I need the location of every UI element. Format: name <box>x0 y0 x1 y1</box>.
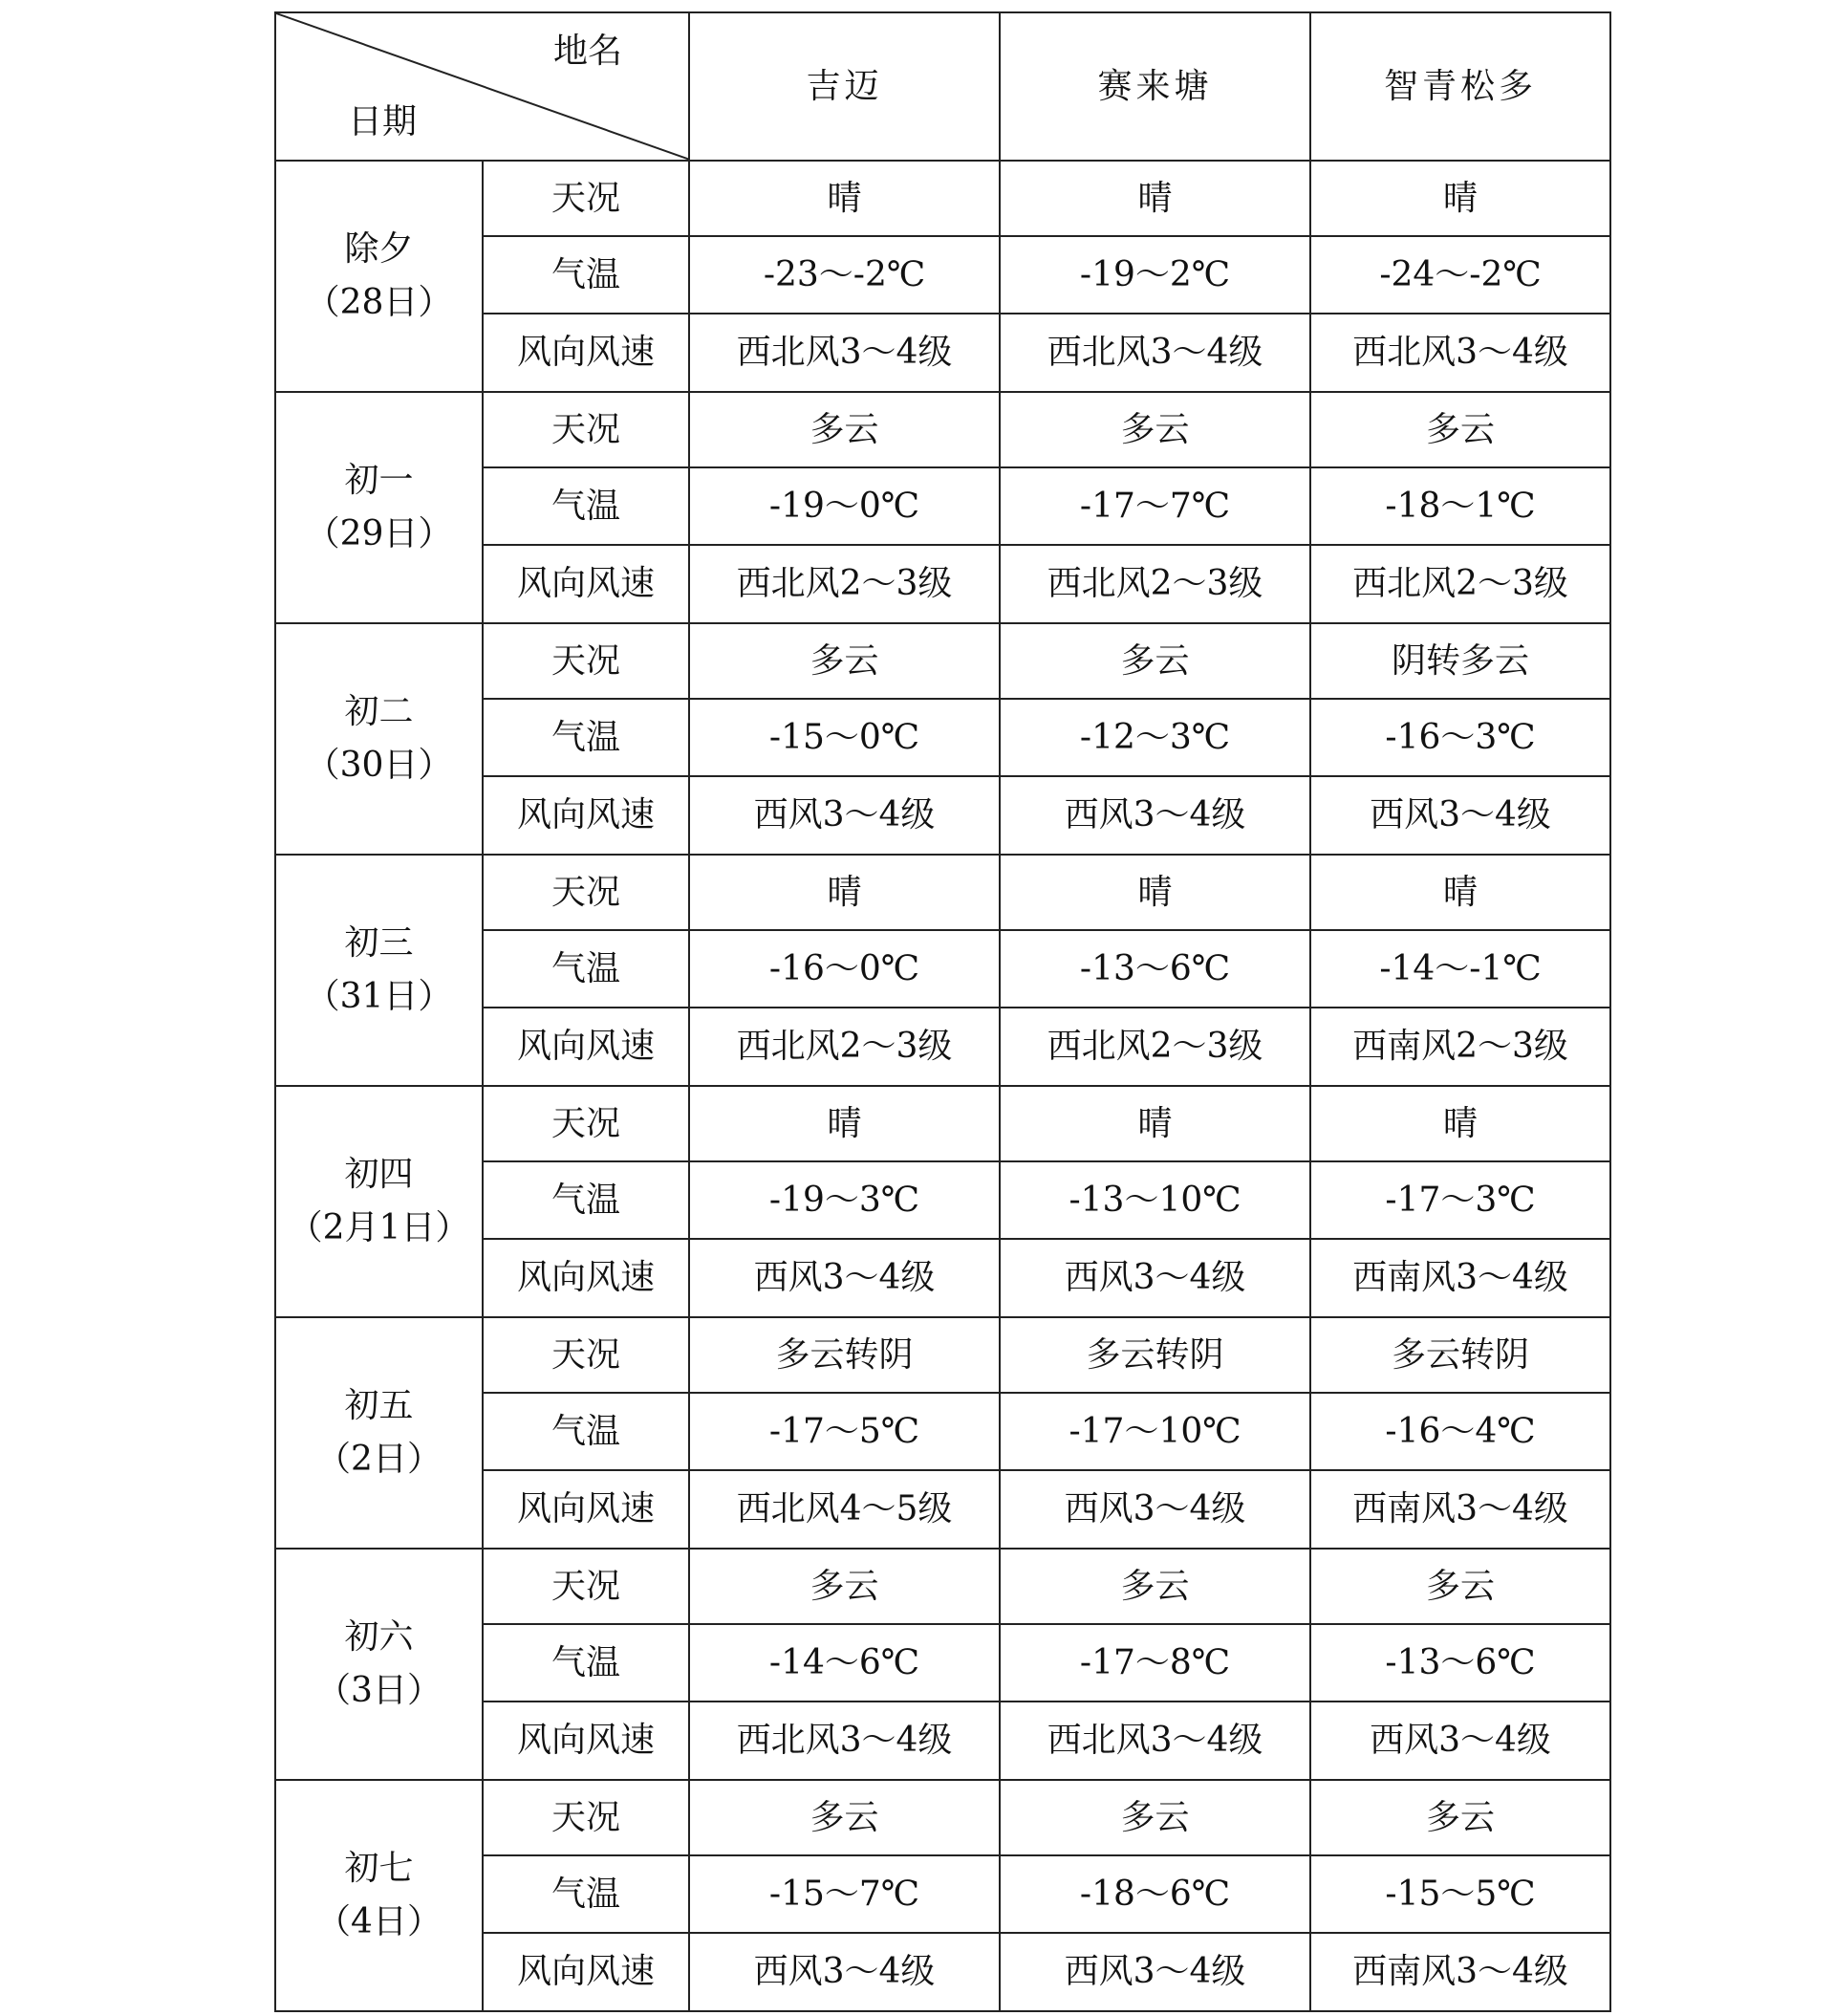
header-row <box>275 12 1610 161</box>
day-name: 初七 <box>344 1849 414 1889</box>
day-name: 初三 <box>344 923 414 964</box>
day-cell <box>275 1317 483 1549</box>
metric-label: 天况 <box>483 161 689 236</box>
forecast-value-cell: 多云 <box>689 623 1000 699</box>
forecast-table <box>274 11 1611 2012</box>
forecast-value-cell: -19～3℃ <box>689 1161 1000 1239</box>
forecast-value-cell: -18～1℃ <box>1310 467 1610 545</box>
forecast-value-cell: -16～0℃ <box>689 930 1000 1008</box>
forecast-value-cell: 多云 <box>1000 623 1310 699</box>
day-date: （2月1日） <box>288 1208 470 1247</box>
forecast-value-cell: -17～8℃ <box>1000 1624 1310 1702</box>
day-cell <box>275 1549 483 1780</box>
forecast-value-cell: -18～6℃ <box>1000 1855 1310 1933</box>
forecast-row <box>275 1549 1610 1624</box>
forecast-row <box>275 623 1610 699</box>
day-name: 初六 <box>344 1617 414 1658</box>
forecast-value-cell: -14～6℃ <box>689 1624 1000 1702</box>
forecast-value-cell: -23～-2℃ <box>689 236 1000 314</box>
forecast-value-cell: -13～6℃ <box>1310 1624 1610 1702</box>
forecast-value-cell: 西南风3～4级 <box>1310 1933 1610 2011</box>
forecast-value-cell: 西南风3～4级 <box>1310 1470 1610 1549</box>
forecast-value-cell: -13～6℃ <box>1000 930 1310 1008</box>
forecast-value-cell: 西风3～4级 <box>689 1933 1000 2011</box>
day-date: （4日） <box>316 1902 442 1941</box>
forecast-value-cell: 西北风2～3级 <box>1310 545 1610 623</box>
forecast-value-cell: 多云 <box>1310 392 1610 467</box>
place-header-jimai: 吉迈 <box>689 12 1000 161</box>
forecast-value-cell: 西北风2～3级 <box>1000 545 1310 623</box>
forecast-value-cell: 多云转阴 <box>1000 1317 1310 1393</box>
metric-label: 风向风速 <box>483 1470 689 1549</box>
forecast-row <box>275 1086 1610 1161</box>
forecast-value-cell: -19～0℃ <box>689 467 1000 545</box>
forecast-value-cell: 晴 <box>1310 161 1610 236</box>
day-cell <box>275 855 483 1086</box>
metric-label: 天况 <box>483 1086 689 1161</box>
metric-label: 风向风速 <box>483 314 689 392</box>
forecast-row <box>275 392 1610 467</box>
forecast-value-cell: 西南风2～3级 <box>1310 1008 1610 1086</box>
metric-label: 气温 <box>483 930 689 1008</box>
metric-label: 天况 <box>483 1317 689 1393</box>
metric-label: 天况 <box>483 855 689 930</box>
forecast-value-cell: -15～5℃ <box>1310 1855 1610 1933</box>
forecast-value-cell: 西风3～4级 <box>1000 1470 1310 1549</box>
forecast-value-cell: -24～-2℃ <box>1310 236 1610 314</box>
forecast-value-cell: 晴 <box>1000 1086 1310 1161</box>
metric-label: 天况 <box>483 1780 689 1855</box>
forecast-value-cell: -16～4℃ <box>1310 1393 1610 1470</box>
day-cell <box>275 1780 483 2011</box>
forecast-value-cell: 多云 <box>689 1780 1000 1855</box>
forecast-value-cell: 晴 <box>1310 855 1610 930</box>
day-name: 初二 <box>344 692 414 732</box>
forecast-value-cell: -16～3℃ <box>1310 699 1610 776</box>
forecast-value-cell: 西北风3～4级 <box>689 1702 1000 1780</box>
forecast-value-cell: -12～3℃ <box>1000 699 1310 776</box>
forecast-value-cell: 西北风2～3级 <box>1000 1008 1310 1086</box>
forecast-value-cell: 晴 <box>689 1086 1000 1161</box>
day-name: 初一 <box>344 461 414 501</box>
forecast-row <box>275 1780 1610 1855</box>
metric-label: 气温 <box>483 1624 689 1702</box>
metric-label: 天况 <box>483 623 689 699</box>
forecast-value-cell: 晴 <box>1000 855 1310 930</box>
forecast-value-cell: 多云 <box>689 1549 1000 1624</box>
forecast-value-cell: 多云 <box>689 392 1000 467</box>
metric-label: 气温 <box>483 467 689 545</box>
metric-label: 风向风速 <box>483 545 689 623</box>
day-date: （28日） <box>305 283 453 322</box>
metric-label: 气温 <box>483 1161 689 1239</box>
forecast-value-cell: 西风3～4级 <box>1000 776 1310 855</box>
forecast-value-cell: 西北风3～4级 <box>689 314 1000 392</box>
metric-label: 气温 <box>483 236 689 314</box>
forecast-value-cell: 晴 <box>689 161 1000 236</box>
forecast-value-cell: 西风3～4级 <box>1000 1933 1310 2011</box>
metric-label: 气温 <box>483 1855 689 1933</box>
day-cell <box>275 1086 483 1317</box>
metric-label: 气温 <box>483 699 689 776</box>
forecast-value-cell: 多云 <box>1000 1780 1310 1855</box>
day-name: 除夕 <box>344 229 414 270</box>
metric-label: 气温 <box>483 1393 689 1470</box>
metric-label: 风向风速 <box>483 1933 689 2011</box>
forecast-value-cell: 多云 <box>1310 1780 1610 1855</box>
day-date: （30日） <box>305 746 453 785</box>
day-cell <box>275 161 483 392</box>
forecast-value-cell: 西北风4～5级 <box>689 1470 1000 1549</box>
forecast-value-cell: -17～7℃ <box>1000 467 1310 545</box>
day-date: （31日） <box>305 977 453 1016</box>
metric-label: 天况 <box>483 392 689 467</box>
day-cell <box>275 623 483 855</box>
forecast-value-cell: 西北风2～3级 <box>689 545 1000 623</box>
forecast-value-cell: 晴 <box>1310 1086 1610 1161</box>
metric-label: 风向风速 <box>483 1702 689 1780</box>
metric-label: 天况 <box>483 1549 689 1624</box>
forecast-value-cell: 西南风3～4级 <box>1310 1239 1610 1317</box>
diagonal-divider <box>276 13 690 160</box>
forecast-row <box>275 161 1610 236</box>
forecast-row <box>275 1317 1610 1393</box>
day-cell <box>275 392 483 623</box>
day-date: （29日） <box>305 514 453 553</box>
forecast-value-cell: 多云转阴 <box>689 1317 1000 1393</box>
metric-label: 风向风速 <box>483 1008 689 1086</box>
forecast-value-cell: -15～7℃ <box>689 1855 1000 1933</box>
forecast-value-cell: -14～-1℃ <box>1310 930 1610 1008</box>
place-header-sailaitang: 赛来塘 <box>1000 12 1310 161</box>
forecast-value-cell: 西北风3～4级 <box>1000 314 1310 392</box>
day-name: 初五 <box>344 1386 414 1426</box>
forecast-value-cell: 西风3～4级 <box>689 776 1000 855</box>
forecast-value-cell: -13～10℃ <box>1000 1161 1310 1239</box>
forecast-value-cell: 西风3～4级 <box>689 1239 1000 1317</box>
day-date: （3日） <box>316 1671 442 1710</box>
metric-label: 风向风速 <box>483 776 689 855</box>
forecast-value-cell: -15～0℃ <box>689 699 1000 776</box>
forecast-row <box>275 855 1610 930</box>
forecast-value-cell: -19～2℃ <box>1000 236 1310 314</box>
forecast-value-cell: 西北风3～4级 <box>1310 314 1610 392</box>
forecast-value-cell: 阴转多云 <box>1310 623 1610 699</box>
forecast-value-cell: 西风3～4级 <box>1310 1702 1610 1780</box>
forecast-value-cell: 多云 <box>1310 1549 1610 1624</box>
diagonal-header-cell <box>275 12 689 161</box>
forecast-value-cell: -17～10℃ <box>1000 1393 1310 1470</box>
forecast-value-cell: -17～5℃ <box>689 1393 1000 1470</box>
day-date: （2日） <box>316 1440 442 1479</box>
forecast-value-cell: 西风3～4级 <box>1310 776 1610 855</box>
metric-label: 风向风速 <box>483 1239 689 1317</box>
forecast-value-cell: 多云 <box>1000 1549 1310 1624</box>
forecast-value-cell: 多云转阴 <box>1310 1317 1610 1393</box>
forecast-value-cell: 晴 <box>689 855 1000 930</box>
forecast-value-cell: 西北风3～4级 <box>1000 1702 1310 1780</box>
day-name: 初四 <box>344 1155 414 1195</box>
forecast-value-cell: 西风3～4级 <box>1000 1239 1310 1317</box>
date-axis-label: 日期 <box>348 102 418 141</box>
place-axis-label: 地名 <box>553 32 623 71</box>
forecast-value-cell: 西北风2～3级 <box>689 1008 1000 1086</box>
forecast-value-cell: -17～3℃ <box>1310 1161 1610 1239</box>
forecast-value-cell: 多云 <box>1000 392 1310 467</box>
forecast-value-cell: 晴 <box>1000 161 1310 236</box>
place-header-zhiqingsongduo: 智青松多 <box>1310 12 1610 161</box>
